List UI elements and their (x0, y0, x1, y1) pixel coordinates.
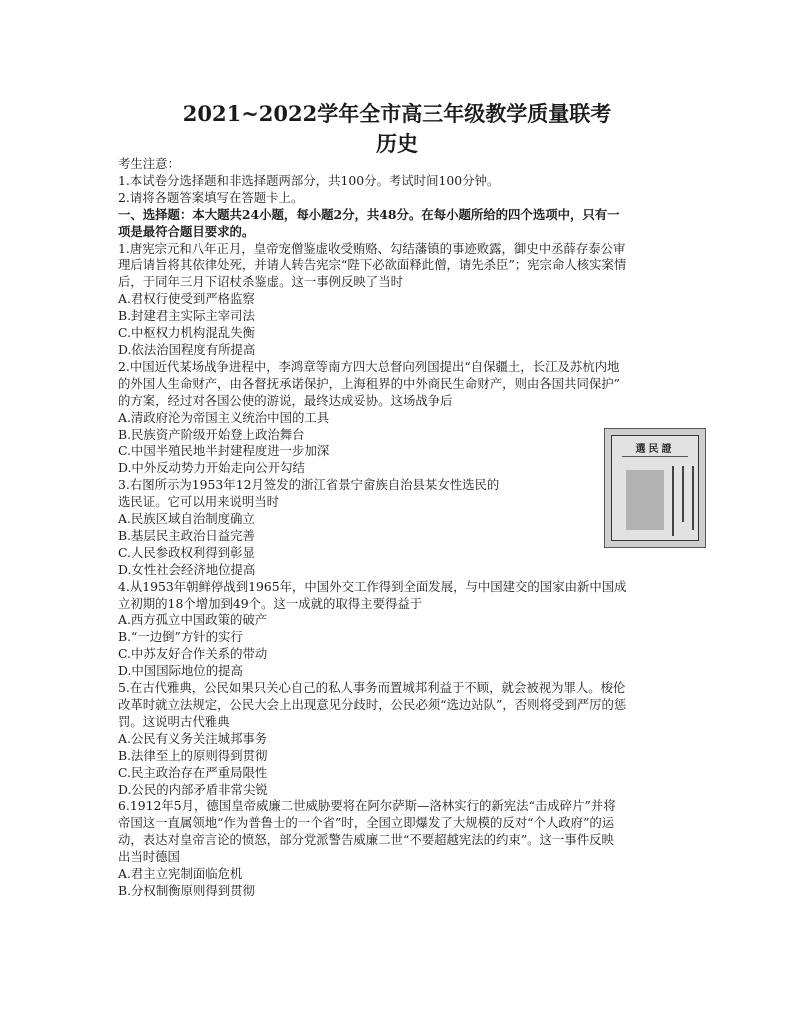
option-b: B.法律至上的原则得到贯彻 (118, 747, 268, 763)
certificate-text-column (682, 466, 684, 522)
certificate-heading: 選民證 (635, 444, 675, 455)
question-stem: 的方案，经过对各国公使的游说，最终达成妥协。这场战争后 (118, 392, 453, 408)
option-a: A.西方孤立中国政策的破产 (118, 612, 268, 628)
question-stem: 选民证。它可以用来说明当时 (118, 494, 280, 510)
option-c: C.人民参政权利得到彰显 (118, 544, 255, 560)
exam-content (118, 156, 680, 900)
question-stem: 理后请旨将其依律处死，并请人转告宪宗“陛下必欲面释此僧，请先杀臣”；宪宗命人核实案情 (118, 257, 627, 273)
certificate-frame (611, 435, 699, 541)
certificate-text-column (672, 466, 674, 536)
option-a: A.民族区域自治制度确立 (118, 511, 255, 527)
certificate-divider (622, 456, 688, 457)
subject-title: 历史 (376, 131, 418, 156)
notice-item: 2.请将各题答案填写在答题卡上。 (118, 189, 304, 205)
option-b: B.基层民主政治日益完善 (118, 527, 255, 543)
question-stem: 立初期的18个增加到49个。这一成就的取得主要得益于 (118, 595, 423, 611)
question-stem: 动，表达对皇帝言论的愤怒，部分党派警告威廉二世“不要超越宪法的约束”。这一事件反映 (118, 832, 614, 848)
question-stem: 1.唐宪宗元和八年正月，皇帝宠僧鉴虚收受贿赂、勾结藩镇的事迹败露，御史中丞薛存泰公审 (118, 240, 626, 256)
option-d: D.女性社会经济地位提高 (118, 561, 256, 577)
section-heading-cont: 项是最符合题目要求的。 (118, 223, 255, 239)
certificate-stamp (626, 470, 664, 530)
question-stem: 4.从1953年朝鲜停战到1965年，中国外交工作得到全面发展，与中国建交的国家由新中国成 (118, 578, 627, 594)
question-stem: 后，于同年三月下诏杖杀鉴虚。这一事例反映了当时 (118, 274, 403, 290)
option-d: D.依法治国程度有所提高 (118, 341, 256, 357)
question-stem: 2.中国近代某场战争进程中，李鸿章等南方四大总督向列国提出“自保疆土，长江及苏杭内地 (118, 358, 620, 374)
question-stem: 帝国这一直属领地“作为普鲁士的一个省”时，全国立即爆发了大规模的反对“个人政府”的运 (118, 815, 615, 831)
question-stem: 的外国人生命财产，由各督抚承诺保护，上海租界的中外商民生命财产，则由各国共同保护” (118, 375, 620, 391)
option-b: B.民族资产阶级开始登上政治舞台 (118, 426, 305, 442)
notice-heading: 考生注意： (118, 156, 180, 171)
option-a: A.清政府沦为帝国主义统治中国的工具 (118, 409, 330, 425)
option-d: D.公民的内部矛盾非常尖锐 (118, 781, 268, 797)
option-c: C.中国半殖民地半封建程度进一步加深 (118, 443, 330, 459)
exam-title: 2021~2022学年全市高三年级教学质量联考 (182, 101, 612, 126)
option-c: C.中苏友好合作关系的带动 (118, 646, 268, 662)
option-c: C.民主政治存在严重局限性 (118, 764, 268, 780)
question-stem: 5.在古代雅典，公民如果只关心自己的私人事务而置城邦利益于不顾，就会被视为罪人。梭伦 (118, 680, 626, 696)
option-c: C.中枢权力机构混乱失衡 (118, 325, 255, 341)
option-b: B.“一边倒”方针的实行 (118, 629, 243, 645)
question-stem: 罚。这说明古代雅典 (118, 713, 230, 729)
notice-item: 1.本试卷分选择题和非选择题两部分，共100分。考试时间100分钟。 (118, 172, 500, 188)
voter-certificate-photo (604, 428, 706, 548)
question-stem: 3.右图所示为1953年12月签发的浙江省景宁畲族自治县某女性选民的 (118, 477, 500, 493)
question-stem: 6.1912年5月，德国皇帝威廉二世威胁要将在阿尔萨斯—洛林实行的新宪法“击成碎片”并将 (118, 798, 616, 814)
option-b: B.封建君主实际主宰司法 (118, 308, 255, 324)
option-b: B.分权制衡原则得到贯彻 (118, 882, 255, 898)
certificate-text-column (692, 466, 694, 530)
option-a: A.公民有义务关注城邦事务 (118, 730, 268, 746)
question-stem: 出当时德国 (118, 849, 180, 865)
question-stem: 改革时就立法规定，公民大会上出现意见分歧时，公民必须“选边站队”，否则将受到严厉的惩 (118, 697, 627, 712)
option-a: A.君权行使受到严格监察 (118, 291, 255, 307)
option-d: D.中国国际地位的提高 (118, 663, 243, 679)
section-heading: 一、选择题：本大题共24小题，每小题2分，共48分。在每小题所给的四个选项中，只有一 (118, 206, 620, 222)
option-d: D.中外反动势力开始走向公开勾结 (118, 460, 305, 476)
option-a: A.君主立宪制面临危机 (118, 866, 243, 882)
